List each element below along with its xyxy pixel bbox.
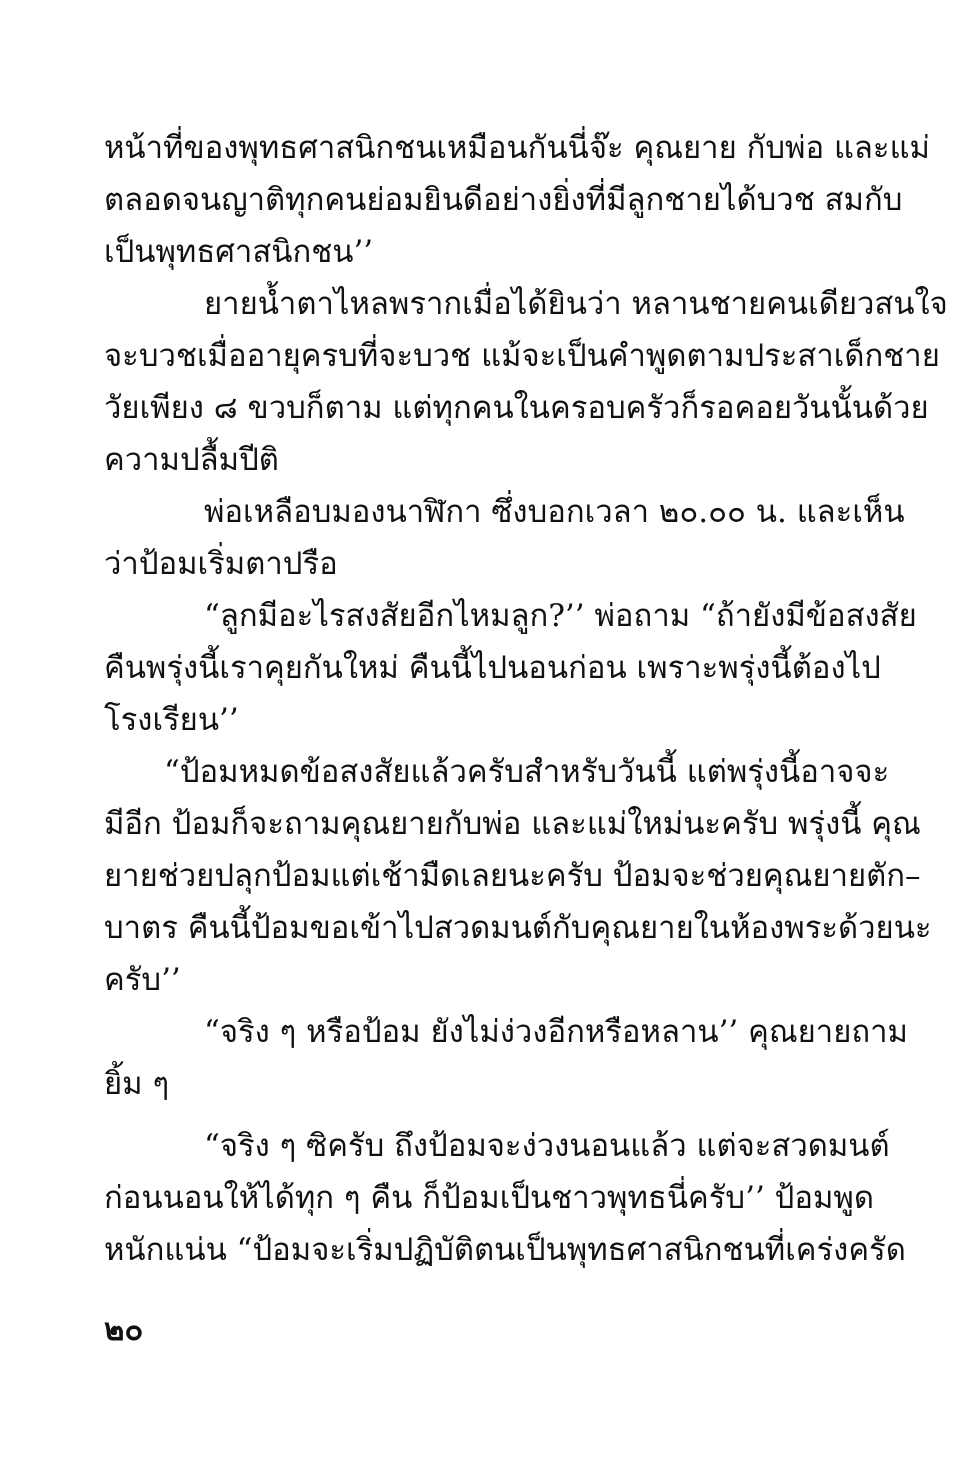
text-line: “จริง ๆ ซิครับ ถึงป้อมจะง่วงนอนแล้ว แต่จะสวดมนต์ — [204, 1128, 890, 1164]
text-line: บาตร คืนนี้ป้อมขอเข้าไปสวดมนต์กับคุณยายในห้องพระด้วยนะ — [104, 910, 932, 946]
text-line: ยายช่วยปลุกป้อมแต่เช้ามืดเลยนะครับ ป้อมจะช่วยคุณยายตัก– — [104, 858, 921, 894]
paragraph-2 — [104, 278, 948, 486]
text-line: “ลูกมีอะไรสงสัยอีกไหมลูก?’’ พ่อถาม “ถ้ายังมีข้อสงสัย — [204, 598, 917, 634]
page-body — [104, 122, 948, 1276]
text-line: ตลอดจนญาติทุกคนย่อมยินดีอย่างยิ่งที่มีลูกชายได้บวช สมกับ — [104, 182, 903, 218]
text-line: จะบวชเมื่ออายุครบที่จะบวช แม้จะเป็นคำพูดตามประสาเด็กชาย — [104, 338, 940, 374]
text-line: “ป้อมหมดข้อสงสัยแล้วครับสำหรับวันนี้ แต่พรุ่งนี้อาจจะ — [164, 754, 890, 790]
text-line: หน้าที่ของพุทธศาสนิกชนเหมือนกันนี่จ๊ะ คุณยาย กับพ่อ และแม่ — [104, 130, 930, 166]
paragraph-7 — [104, 1120, 906, 1276]
text-line: “จริง ๆ หรือป้อม ยังไม่ง่วงอีกหรือหลาน’’ คุณยายถาม — [204, 1014, 908, 1050]
paragraph-4 — [104, 590, 917, 746]
paragraph-6 — [104, 1006, 908, 1110]
text-line: ยายน้ำตาไหลพรากเมื่อได้ยินว่า หลานชายคนเดียวสนใจ — [204, 286, 948, 322]
text-line: หนักแน่น “ป้อมจะเริ่มปฏิบัติตนเป็นพุทธศาสนิกชนที่เคร่งครัด — [104, 1232, 906, 1268]
paragraph-5 — [104, 746, 932, 1006]
text-line: ครับ’’ — [104, 962, 181, 998]
text-line: ก่อนนอนให้ได้ทุก ๆ คืน ก็ป้อมเป็นชาวพุทธนี่ครับ’’ ป้อมพูด — [104, 1180, 874, 1216]
text-line: วัยเพียง ๘ ขวบก็ตาม แต่ทุกคนในครอบครัวก็รอคอยวันนั้นด้วย — [104, 390, 929, 426]
text-line: เป็นพุทธศาสนิกชน’’ — [104, 234, 374, 270]
text-line: ความปลื้มปีติ — [104, 442, 279, 478]
text-line: มีอีก ป้อมก็จะถามคุณยายกับพ่อ และแม่ใหม่นะครับ พรุ่งนี้ คุณ — [104, 806, 921, 842]
text-line: พ่อเหลือบมองนาฬิกา ซึ่งบอกเวลา ๒๐.๐๐ น. และเห็น — [204, 494, 905, 530]
text-line: ยิ้ม ๆ — [104, 1066, 170, 1102]
page-number: ๒๐ — [104, 1312, 144, 1348]
text-line: คืนพรุ่งนี้เราคุยกันใหม่ คืนนี้ไปนอนก่อน เพราะพรุ่งนี้ต้องไป — [104, 650, 881, 686]
text-line: ว่าป้อมเริ่มตาปรือ — [104, 546, 338, 582]
text-line: โรงเรียน’’ — [104, 702, 239, 738]
paragraph-3 — [104, 486, 905, 590]
paragraph-1 — [104, 122, 930, 278]
